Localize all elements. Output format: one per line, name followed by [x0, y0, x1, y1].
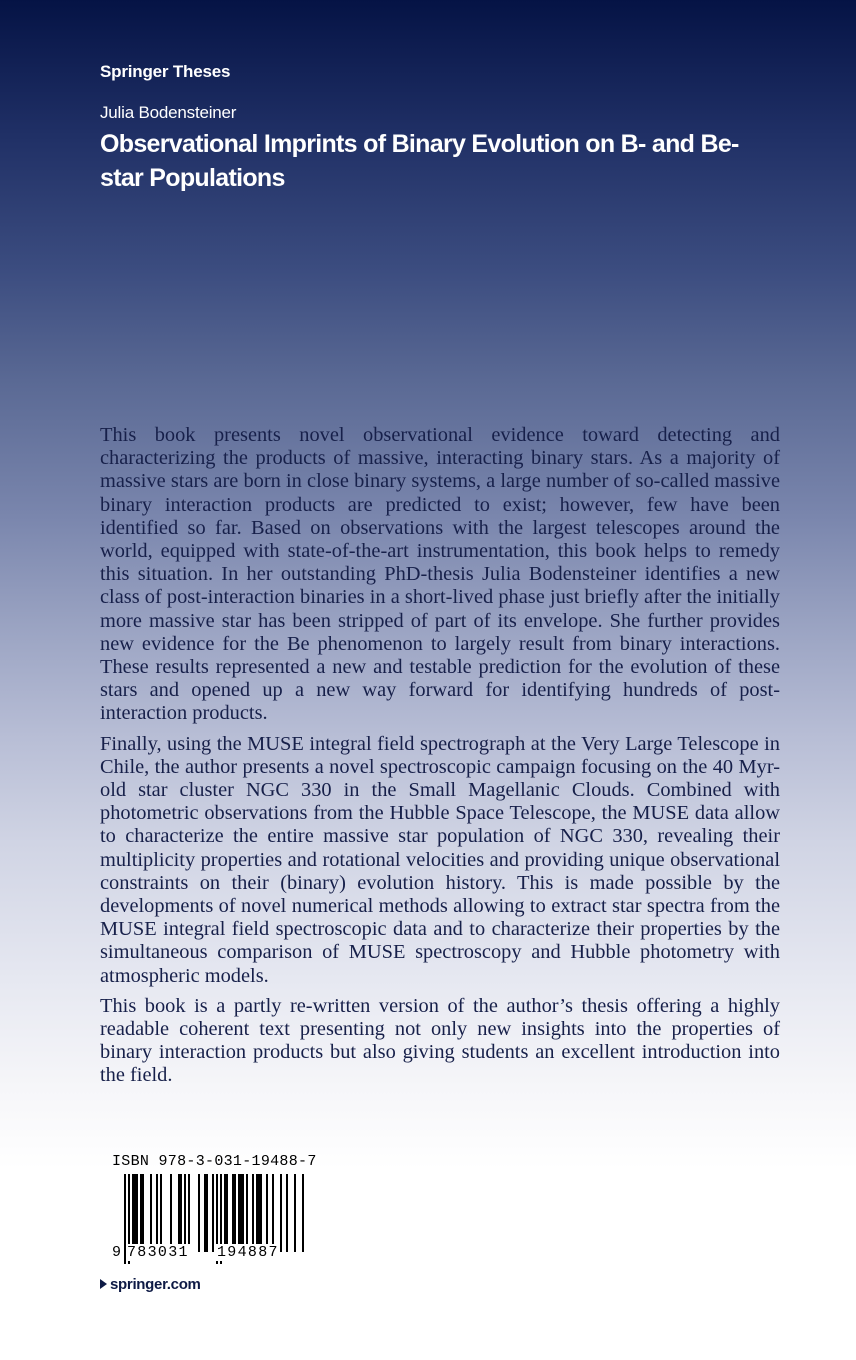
barcode-bar — [156, 1174, 158, 1252]
barcode-bar — [150, 1174, 152, 1252]
barcode-bar — [224, 1174, 228, 1252]
barcode-bar — [212, 1174, 214, 1252]
barcode-bar — [302, 1174, 304, 1252]
barcode-bar — [256, 1174, 262, 1252]
barcode-bar — [232, 1174, 236, 1252]
barcode-bar — [188, 1174, 190, 1252]
barcode-bar — [170, 1174, 172, 1252]
barcode-bar — [160, 1174, 162, 1252]
author-name: Julia Bodensteiner — [100, 103, 237, 122]
arrow-right-icon — [100, 1279, 107, 1289]
blurb-paragraph-3: This book is a partly re-written version of the author’s thesis offering a highly readable coherent text presenting not only new insights into the properties of binary interaction products but also giving students an excellent introduction into the field. — [100, 994, 780, 1087]
barcode-digits — [112, 1244, 312, 1266]
barcode-bar — [132, 1174, 138, 1252]
blurb-paragraph-2: Finally, using the MUSE integral field spectrograph at the Very Large Telescope in Chile, the author presents a novel spectroscopic campaign focusing on the 40 Myr-old star cluster NGC 330 in the Small Magellanic Clouds. Combined with photometric observations from the Hubble Space Telescope, the MUSE data allow to characterize the entire massive star population of NGC 330, revealing their multiplicity properties and rotational velocities and providing unique observational constraints on their (binary) evolution history. This is made possible by the developments of novel numerical methods allowing to extract star spectra from the MUSE integral field spectroscopic data and to characterize their properties by the simultaneous comparison of MUSE spectroscopy and Hubble photometry with atmospheric models. — [100, 732, 780, 987]
barcode-bar — [272, 1174, 274, 1252]
barcode-bar — [140, 1174, 144, 1252]
barcode-bar — [178, 1174, 182, 1252]
isbn-label: ISBN 978-3-031-19488-7 — [112, 1153, 317, 1170]
barcode-bar — [204, 1174, 208, 1252]
barcode-right-group: 194887 — [217, 1244, 279, 1261]
springer-link-text: springer.com — [110, 1276, 201, 1293]
barcode-bar — [184, 1174, 186, 1252]
barcode-bar — [266, 1174, 268, 1252]
barcode-bar — [198, 1174, 200, 1252]
blurb-paragraph-1: This book presents novel observational evidence toward detecting and characterizing the products of massive, interacting binary stars. As a majority of massive stars are born in close binary systems, a large number of so-called massive binary interaction products are predicted to exist; however, few have been identified so far. Based on observations with the largest telescopes around the world, equipped with state-of-the-art instrumentation, this book helps to remedy this situation. In her outstanding PhD-thesis Julia Bodensteiner identifies a new class of post-interaction binaries in a short-lived phase just briefly after the initially more massive star has been stripped of part of its envelope. She further provides new evidence for the Be phenomenon to largely result from binary interactions. These results represented a new and testable prediction for the evolution of these stars and opened up a new way forward for identifying hundreds of post-interaction products. — [100, 424, 780, 725]
book-title: Observational Imprints of Binary Evolution on B- and Be-star Populations — [100, 130, 739, 192]
barcode-bar — [238, 1174, 244, 1252]
barcode-bar — [286, 1174, 288, 1252]
series-name: Springer Theses — [100, 62, 231, 81]
barcode-bar — [252, 1174, 254, 1252]
springer-link[interactable] — [100, 1276, 201, 1293]
barcode-first-digit: 9 — [112, 1244, 122, 1261]
barcode-bar — [294, 1174, 296, 1252]
barcode-left-group: 783031 — [127, 1244, 189, 1261]
barcode-bar — [246, 1174, 248, 1252]
blurb — [100, 424, 780, 1095]
barcode-bar — [280, 1174, 282, 1252]
